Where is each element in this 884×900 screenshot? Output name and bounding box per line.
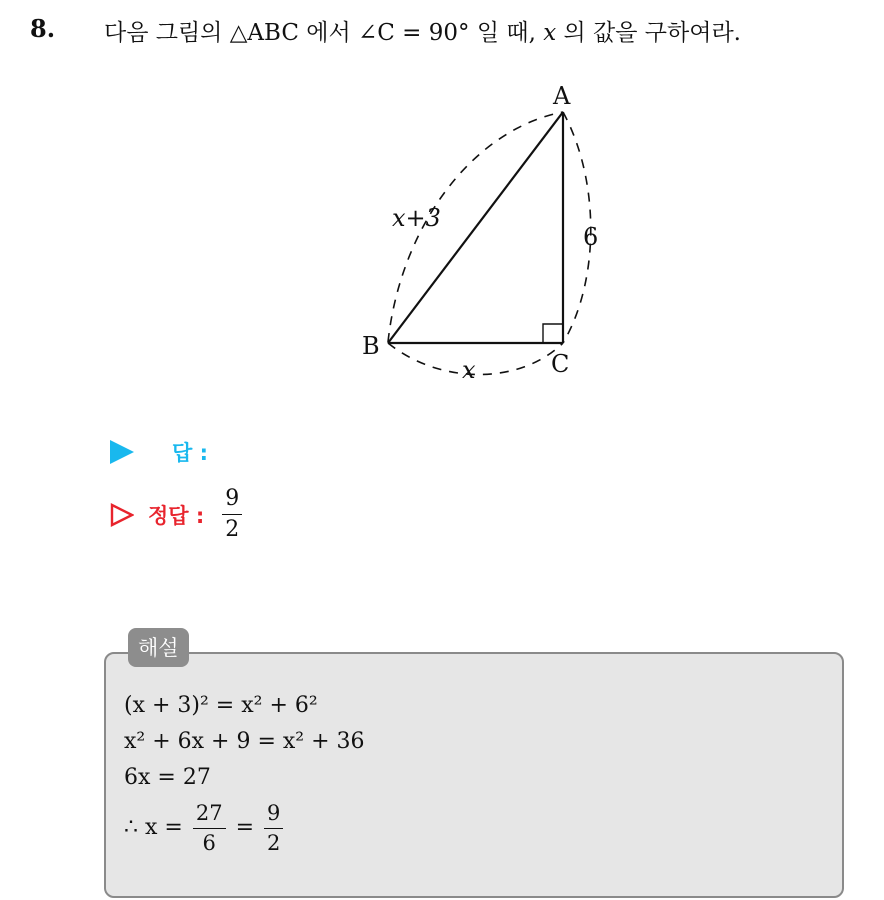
answer-label: 답 : <box>172 441 208 465</box>
fraction-27-6-numerator: 27 <box>193 803 226 829</box>
explanation-line-3: 6x = 27 <box>124 765 211 790</box>
triangle-diagram <box>350 80 620 390</box>
fraction-27-6 <box>193 800 226 855</box>
fraction-9-2-denominator: 2 <box>267 830 281 855</box>
vertex-b-label: B <box>362 332 380 360</box>
correct-answer-denominator: 2 <box>225 517 240 542</box>
play-triangle-icon <box>110 440 134 464</box>
explanation-line-2: x² + 6x + 9 = x² + 36 <box>124 729 365 754</box>
equals-sign: = <box>235 815 254 840</box>
correct-answer-row <box>110 488 242 541</box>
triangle-figure <box>350 80 620 390</box>
correct-answer-label: 정답 : <box>148 503 205 528</box>
correct-answer-numerator: 9 <box>222 488 242 515</box>
question-text-part2: 의 값을 구하여라. <box>556 20 741 46</box>
explanation-tag: 해설 <box>128 628 189 667</box>
fraction-9-2 <box>264 800 283 855</box>
vertex-c-label: C <box>551 350 570 378</box>
conclusion-prefix: ∴ x = <box>124 815 183 840</box>
outline-triangle-icon <box>110 503 134 527</box>
question-variable: x <box>543 20 557 46</box>
side-ab-label: x+3 <box>392 204 441 232</box>
vertex-a-label: A <box>553 82 571 110</box>
question-text <box>104 14 741 47</box>
answer-row <box>110 436 208 468</box>
correct-answer-fraction <box>222 488 242 541</box>
fraction-9-2-numerator: 9 <box>264 803 283 829</box>
question-number: 8. <box>30 14 56 43</box>
side-bc-label: x <box>462 356 476 384</box>
fraction-27-6-denominator: 6 <box>202 830 216 855</box>
right-angle-mark <box>543 324 563 343</box>
question-text-part1: 다음 그림의 △ABC 에서 ∠C = 90° 일 때, <box>104 20 544 46</box>
explanation-line-4 <box>124 798 365 858</box>
explanation-content <box>124 688 365 858</box>
side-ac-label: 6 <box>583 223 599 251</box>
explanation-line-1: (x + 3)² = x² + 6² <box>124 693 318 718</box>
